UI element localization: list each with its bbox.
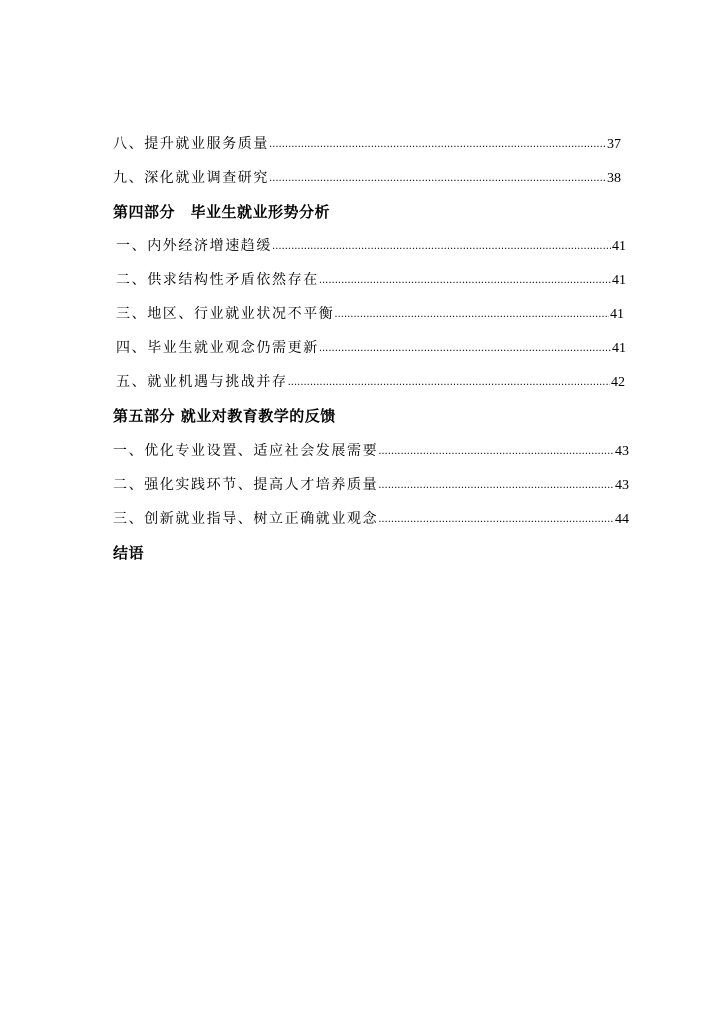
toc-entry-label: 九、深化就业调查研究 <box>113 170 269 186</box>
toc-entry[interactable] <box>116 269 626 291</box>
toc-entry[interactable] <box>113 167 621 189</box>
toc-section-heading[interactable] <box>113 201 330 225</box>
dot-leader <box>378 446 614 457</box>
toc-page-number: 41 <box>612 273 626 288</box>
toc-section-heading-label: 结语 <box>113 544 145 562</box>
toc-entry[interactable] <box>116 371 625 393</box>
toc-page-number: 41 <box>612 341 626 356</box>
dot-leader <box>378 514 614 525</box>
dot-leader <box>378 480 614 491</box>
toc-entry-label: 三、地区、行业就业状况不平衡 <box>116 306 335 322</box>
toc-page-number: 38 <box>607 171 621 186</box>
dot-leader <box>319 343 611 354</box>
toc-entry-label: 五、就业机遇与挑战并存 <box>116 374 288 390</box>
toc-entry-label: 一、内外经济增速趋缓 <box>116 238 272 254</box>
toc-entry-label: 一、优化专业设置、适应社会发展需要 <box>113 443 379 459</box>
toc-entry[interactable] <box>116 303 624 325</box>
toc-entry-label: 二、供求结构性矛盾依然存在 <box>116 272 319 288</box>
toc-page-number: 43 <box>615 478 629 493</box>
toc-page-number: 43 <box>615 444 629 459</box>
toc-entry-label: 二、强化实践环节、提高人才培养质量 <box>113 477 379 493</box>
toc-entry[interactable] <box>116 235 626 257</box>
toc-page-number: 41 <box>612 239 626 254</box>
toc-entry-label: 八、提升就业服务质量 <box>113 136 269 152</box>
toc-page-number: 44 <box>615 512 629 527</box>
toc-page-number: 42 <box>611 375 625 390</box>
dot-leader <box>269 139 606 150</box>
toc-entry[interactable] <box>113 440 629 462</box>
toc-entry-label: 三、创新就业指导、树立正确就业观念 <box>113 511 379 527</box>
toc-section-heading-label: 第五部分 就业对教育教学的反馈 <box>113 407 336 425</box>
toc-entry[interactable] <box>116 337 626 359</box>
dot-leader <box>272 241 611 252</box>
toc-entry[interactable] <box>113 508 629 530</box>
toc-section-heading-label: 第四部分 毕业生就业形势分析 <box>113 203 331 221</box>
toc-entry[interactable] <box>113 133 621 155</box>
dot-leader <box>288 377 610 388</box>
toc-page-number: 41 <box>610 307 624 322</box>
dot-leader <box>269 173 606 184</box>
toc-page-number: 37 <box>607 137 621 152</box>
toc-entry[interactable] <box>113 474 629 496</box>
toc-entry-label: 四、毕业生就业观念仍需更新 <box>116 340 319 356</box>
dot-leader <box>334 309 609 320</box>
toc-section-heading[interactable] <box>113 405 336 429</box>
toc-section-heading[interactable] <box>113 542 144 566</box>
dot-leader <box>319 275 611 286</box>
